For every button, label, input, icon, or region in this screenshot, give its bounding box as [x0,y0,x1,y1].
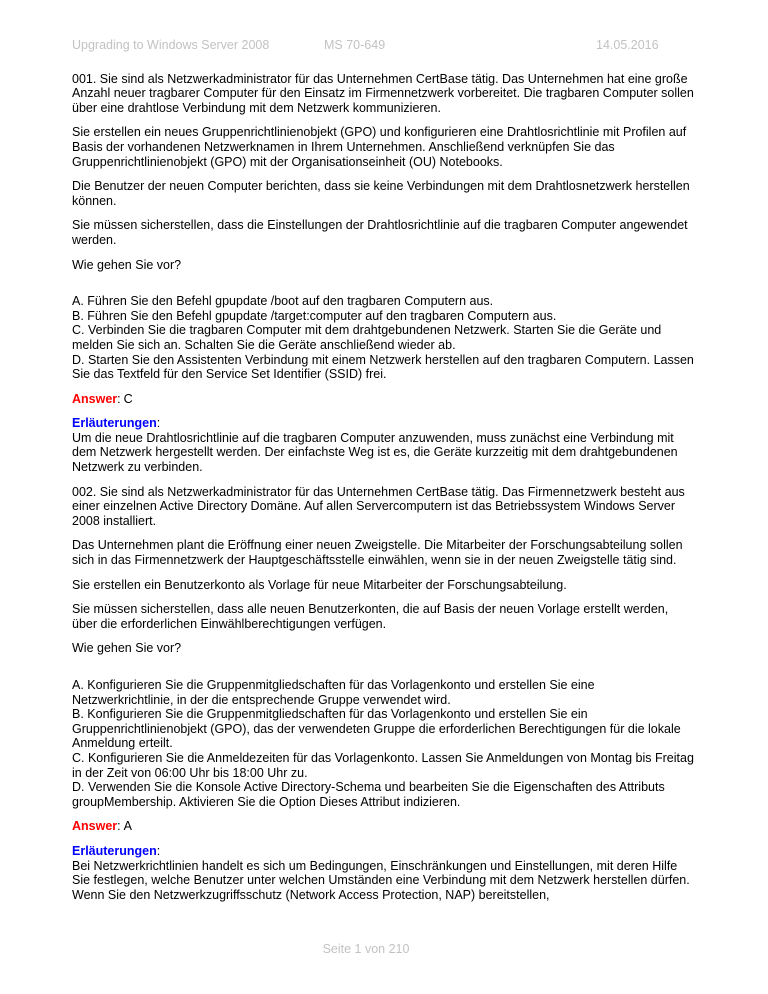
answer-options [72,678,696,809]
explanation-heading [72,416,696,431]
header-date: 14.05.2016 [596,38,659,52]
explanation-label: Erläuterungen [72,843,157,858]
option-b: B. Führen Sie den Befehl gpupdate /target:computer auf den tragbaren Computern aus. [72,308,557,323]
answer-options [72,294,696,382]
question-paragraph: Das Unternehmen plant die Eröffnung einer neuen Zweigstelle. Die Mitarbeiter der Forschungsabteilung sollen sich in das Firmennetzwerk der Hauptgeschäftsstelle einwählen, wenn sie in der neuen Zweigstelle tätig sind. [72,538,683,568]
question-paragraph: Sie müssen sicherstellen, dass alle neuen Benutzerkonten, die auf Basis der neuen Vorlage erstellt werden, über die erforderlichen Einwählberechtigungen verfügen. [72,602,669,631]
answer-value: C [123,391,133,406]
question-paragraph: 001. Sie sind als Netzwerkadministrator für das Unternehmen CertBase tätig. Das Unternehmen hat eine große Anzahl neuer tragbarer Computer für den Einsatz im Firmennetzwerk vorbereitet. Die tragbaren Computer sollen über eine drahtlose Verbindung mit dem Netzwerk kommunizieren. [72,71,694,115]
answer-label: Answer [72,819,118,834]
colon: : [117,819,121,834]
question-prompt: Wie gehen Sie vor? [72,641,182,656]
header-exam-code: MS 70-649 [324,38,386,52]
question-paragraph: Sie erstellen ein Benutzerkonto als Vorlage für neue Mitarbeiter der Forschungsabteilung. [72,577,567,592]
answer-line [72,392,696,407]
explanation-heading [72,844,696,859]
header-course-title: Upgrading to Windows Server 2008 [72,38,270,52]
question-paragraph: Die Benutzer der neuen Computer berichten, dass sie keine Verbindungen mit dem Drahtlosnetzwerk herstellen können. [72,179,690,208]
answer-label: Answer [72,391,118,406]
colon: : [117,391,121,406]
explanation-text: Bei Netzwerkrichtlinien handelt es sich um Bedingungen, Einschränkungen und Einstellungen, mit deren Hilfe Sie festlegen, welche Benutzer unter welchen Umständen eine Verbindung mit dem Netzwerk herstellen dürfen. Wenn Sie den Netzwerkzugriffsschutz (Network Access Protection, NAP) bereitstellen, [72,858,690,902]
explanation-label: Erläuterungen [72,416,157,431]
explanation-block [72,844,696,902]
answer-value: A [123,819,132,834]
option-c: C. Verbinden Sie die tragbaren Computer mit dem drahtgebundenen Netzwerk. Starten Sie die Geräte und melden Sie sich an. Schalten Sie die Geräte anschließend wieder ab. [72,323,662,352]
question-block-002 [72,485,696,903]
option-a: A. Konfigurieren Sie die Gruppenmitgliedschaften für das Vorlagenkonto und erstellen Sie eine Netzwerkrichtlinie, in der die entsprechende Gruppe verwendet wird. [72,678,595,707]
page-number-footer: Seite 1 von 210 [322,942,410,956]
question-block-001 [72,72,696,475]
question-paragraph: 002. Sie sind als Netzwerkadministrator für das Unternehmen CertBase tätig. Das Firmennetzwerk besteht aus einer einzelnen Active Directory Domäne. Auf allen Servercomputern ist das Betriebssystem Windows Server 2008 installiert. [72,484,685,528]
page-header [72,38,768,53]
option-d: D. Starten Sie den Assistenten Verbindung mit einem Netzwerk herstellen auf den tragbaren Computern. Lassen Sie das Textfeld für den Service Set Identifier (SSID) frei. [72,352,694,382]
option-a: A. Führen Sie den Befehl gpupdate /boot auf den tragbaren Computern aus. [72,294,494,309]
question-paragraph: Sie erstellen ein neues Gruppenrichtlinienobjekt (GPO) und konfigurieren eine Drahtlosrichtlinie mit Profilen auf Basis der vorhandenen Netzwerknamen in Ihrem Unternehmen. Anschließend verknüpfen Sie das Gruppenrichtlinienobjekt (GPO) mit der Organisationseinheit (OU) Notebooks. [72,125,687,169]
colon: : [156,843,161,858]
colon: : [156,416,161,431]
explanation-block [72,416,696,474]
option-d: D. Verwenden Sie die Konsole Active Directory-Schema und bearbeiten Sie die Eigenschaften des Attributs groupMembership. Aktivieren Sie die Option Dieses Attribut indizieren. [72,780,665,809]
question-prompt: Wie gehen Sie vor? [72,257,182,272]
option-c: C. Konfigurieren Sie die Anmeldezeiten für das Vorlagenkonto. Lassen Sie Anmeldungen von Montag bis Freitag in der Zeit von 06:00 Uhr bis 18:00 Uhr zu. [72,750,694,780]
document-content [72,72,696,903]
option-b: B. Konfigurieren Sie die Gruppenmitgliedschaften für das Vorlagenkonto und erstellen Sie ein Gruppenrichtlinienobjekt (GPO), das der verwendeten Gruppe die erforderlichen Berechtigungen für die lokale Anmeldung erteilt. [72,707,681,751]
explanation-text: Um die neue Drahtlosrichtlinie auf die tragbaren Computer anzuwenden, muss zunächst eine Verbindung mit dem Netzwerk hergestellt werden. Der einfachste Weg ist es, die Geräte kurzzeitig mit dem drahtgebundenen Netzwerk zu verbinden. [72,430,678,475]
question-paragraph: Sie müssen sicherstellen, dass die Einstellungen der Drahtlosrichtlinie auf die tragbaren Computer angewendet werden. [72,218,688,247]
answer-line [72,819,696,834]
